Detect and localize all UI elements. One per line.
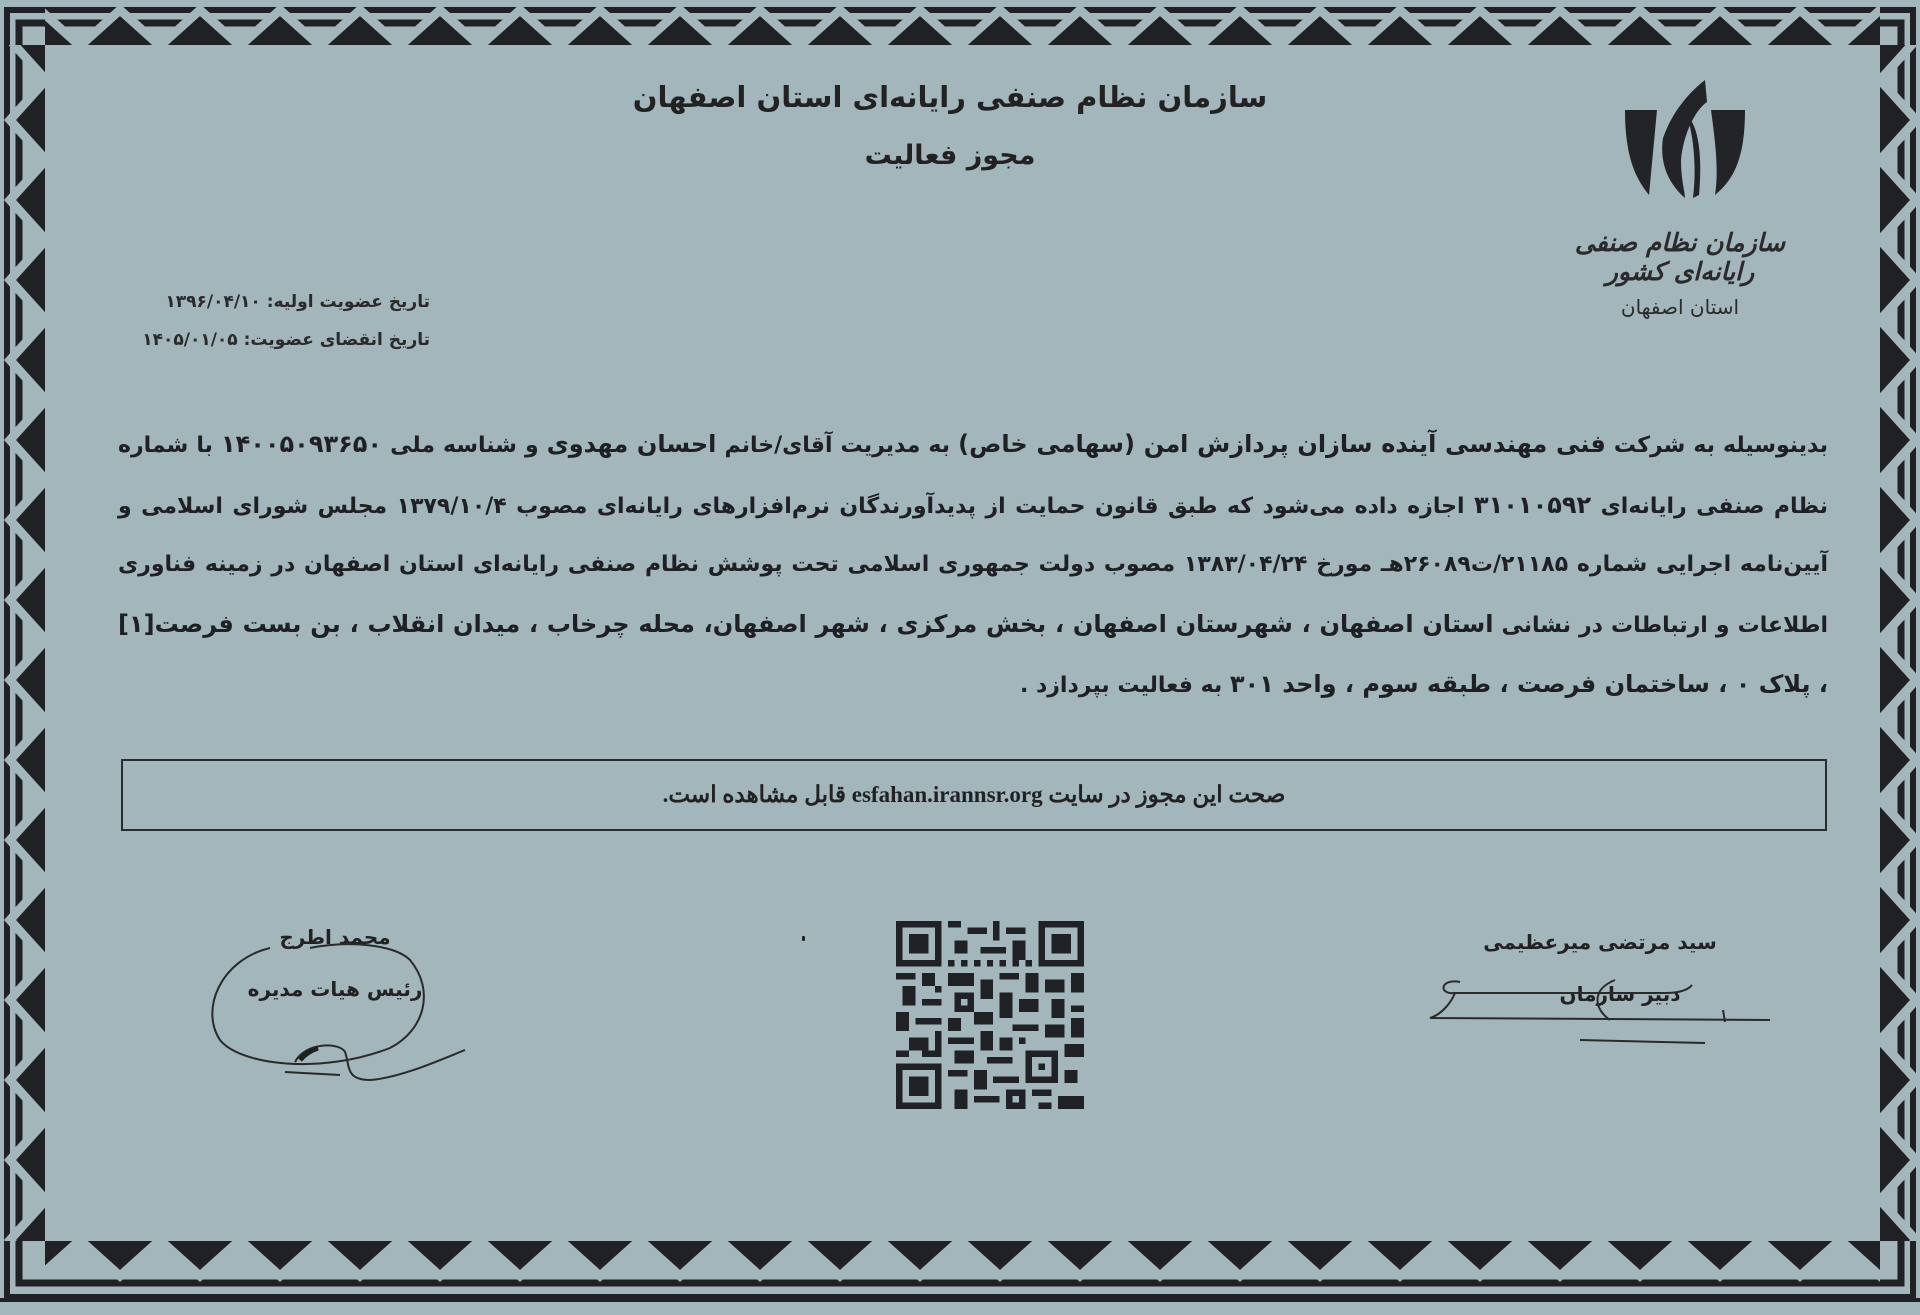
page-title: سازمان نظام صنفی رایانه‌ای استان اصفهان	[632, 80, 1268, 114]
signatory-role: دبیر سازمان	[1559, 982, 1681, 1006]
signatory-name: سید مرتضی میرعظیمی	[1483, 930, 1717, 954]
logo-text: سازمان نظام صنفی رایانه‌ای کشور	[1574, 228, 1786, 286]
expiry-date-row	[120, 321, 430, 359]
body-text-closing: به فعالیت بپردازد .	[1019, 673, 1223, 698]
verification-box	[121, 759, 1827, 831]
expiry-date-value: ۱۴۰۵/۰۱/۰۵	[142, 330, 238, 350]
initial-date-row	[120, 283, 430, 321]
body-text-legal: اجازه داده می‌شود که طبق قانون حمایت از پدیدآورندگان نرم‌افزارهای رایانه‌ای مصوب ۱۳۷۹/۱۰/۴ مجلس شورای اسلامی و آیین‌نامه اجرایی شماره ۲۱۱۸۵/ت۲۶۰۸۹هـ مورخ ۱۳۸۳/۰۴/۲۴ مصوب دولت جمهوری اسلامی تحت پوشش نظام صنفی رایانه‌ای استان اصفهان در زمینه فناوری اطلاعات و ارتباطات در نشانی	[118, 493, 1829, 638]
ink-speck	[802, 936, 805, 941]
signature-chairman	[235, 925, 435, 1001]
body-text-nsr-label: با شماره نظام صنفی رایانه‌ای	[118, 433, 1828, 519]
initial-date-value: ۱۳۹۶/۰۴/۱۰	[165, 292, 261, 312]
signatory-name: محمد اطرج	[279, 925, 391, 949]
business-address: استان اصفهان ، شهرستان اصفهان ، بخش مرکزی ، شهر اصفهان، محله چرخاب ، میدان انقلاب ، بن بست فرصت[۱] ، پلاک ۰ ، ساختمان فرصت ، طبقه سوم ، واحد ۳۰۱	[118, 609, 1828, 698]
irannsr-logo-icon	[1615, 80, 1755, 205]
license-body	[118, 415, 1828, 716]
verification-text	[663, 782, 1286, 808]
company-name: فنی مهندسی آینده سازان پردازش امن (سهامی خاص)	[958, 430, 1606, 458]
verification-text-after: قابل مشاهده است.	[662, 782, 847, 807]
qr-code-icon	[893, 921, 1087, 1109]
initial-date-label: تاریخ عضویت اولیه:	[266, 292, 430, 312]
nsr-number: ۳۱۰۱۰۵۹۲	[1473, 490, 1592, 519]
verification-text-before: صحت این مجوز در سایت	[1048, 782, 1286, 807]
body-text-intro: بدینوسیله به شرکت	[1613, 433, 1828, 458]
signature-secretary	[1450, 930, 1750, 1006]
national-id: ۱۴۰۰۵۰۹۳۶۵۰	[220, 430, 383, 458]
membership-dates	[120, 283, 430, 359]
manager-name: احسان مهدوی	[546, 430, 717, 458]
organization-logo	[1545, 80, 1815, 340]
page-subtitle: مجوز فعالیت	[864, 140, 1036, 171]
signatory-role: رئیس هیات مدیره	[247, 977, 423, 1001]
logo-subtext: استان اصفهان	[1620, 295, 1740, 319]
expiry-date-label: تاریخ انقضای عضویت:	[243, 330, 430, 350]
verification-url-link[interactable]: esfahan.irannsr.org	[851, 782, 1043, 807]
body-text-manager-label: به مدیریت آقای/خانم	[724, 433, 951, 458]
body-text-national-id-label: و شناسه ملی	[390, 433, 539, 458]
